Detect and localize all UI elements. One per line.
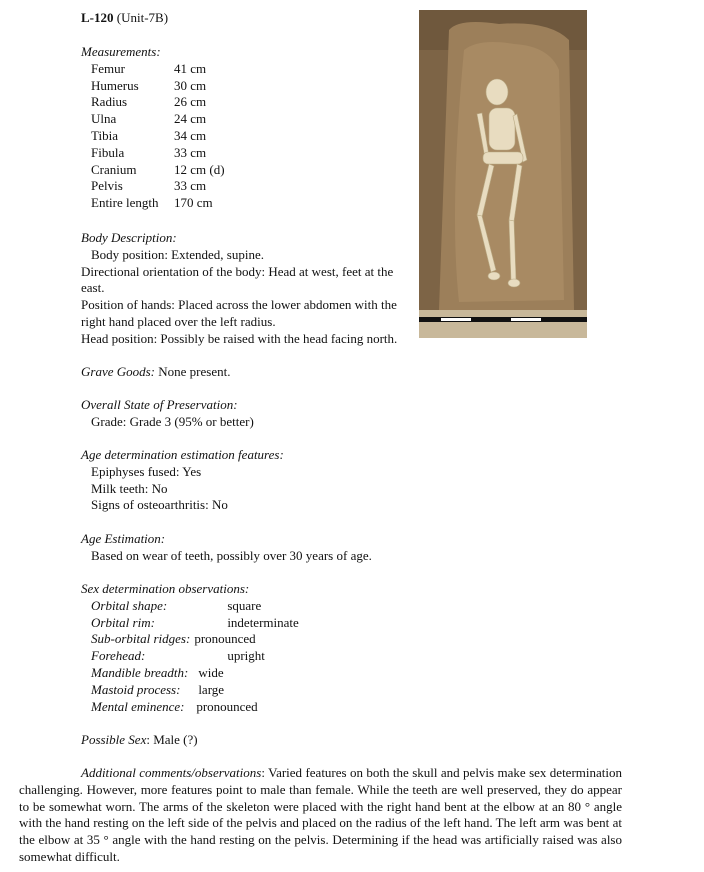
measurement-name: Humerus xyxy=(91,77,139,93)
sex-key: Forehead: xyxy=(91,648,146,664)
age-features-section xyxy=(81,447,284,514)
age-feature-item: Epiphyses fused: Yes xyxy=(91,463,202,479)
measurement-value: 170 cm xyxy=(174,195,213,211)
sex-row xyxy=(91,699,299,716)
measurement-name: Tibia xyxy=(91,127,118,143)
measurement-row xyxy=(91,178,225,195)
sex-key: Orbital rim: xyxy=(91,614,155,630)
measurement-value: 34 cm xyxy=(174,127,207,143)
measurement-name: Fibula xyxy=(91,144,125,160)
measurement-row xyxy=(91,78,225,95)
sex-row xyxy=(91,648,299,665)
sex-value: indeterminate xyxy=(227,614,299,630)
measurement-row xyxy=(91,61,225,78)
sex-value: pronounced xyxy=(196,698,258,714)
measurement-name: Cranium xyxy=(91,161,137,177)
grave-goods-value: None present. xyxy=(155,364,231,379)
preservation-grade: Grade: Grade 3 (95% or better) xyxy=(91,413,254,429)
head-position: Head position: Possibly be raised with the head facing north. xyxy=(81,330,398,346)
burial-photo-svg xyxy=(419,10,587,338)
measurements-table xyxy=(91,61,225,212)
measurements-section xyxy=(81,44,225,212)
age-estimation-section xyxy=(81,531,372,565)
record-code: L-120 xyxy=(81,10,114,25)
age-feature-item: Signs of osteoarthritis: No xyxy=(91,497,228,513)
measurement-value: 26 cm xyxy=(174,94,207,110)
measurement-name: Ulna xyxy=(91,111,117,127)
measurement-name: Entire length xyxy=(91,195,159,211)
measurement-value: 12 cm (d) xyxy=(174,161,225,177)
sex-observations-section xyxy=(81,581,299,715)
comments-paragraph xyxy=(19,765,622,866)
sex-value: square xyxy=(227,597,262,613)
measurement-name: Radius xyxy=(91,94,128,110)
sex-observations-table xyxy=(91,598,299,716)
measurement-value: 33 cm xyxy=(174,178,207,194)
measurement-row xyxy=(91,145,225,162)
measurement-value: 30 cm xyxy=(174,77,207,93)
measurement-row xyxy=(91,94,225,111)
measurement-row xyxy=(91,111,225,128)
measurement-name: Femur xyxy=(91,60,125,76)
age-estimation-value: Based on wear of teeth, possibly over 30 years of age. xyxy=(91,547,372,563)
body-orientation: Directional orientation of the body: Head at west, feet at the east. xyxy=(81,263,394,296)
grave-goods-section xyxy=(81,364,230,381)
measurement-value: 24 cm xyxy=(174,111,207,127)
age-features-label: Age determination estimation features: xyxy=(81,447,284,462)
sex-value: upright xyxy=(227,648,265,664)
measurements-label: Measurements: xyxy=(81,44,161,59)
possible-sex-label: Possible Sex xyxy=(81,732,147,747)
measurement-row xyxy=(91,128,225,145)
record-title xyxy=(81,10,168,27)
measurement-name: Pelvis xyxy=(91,178,123,194)
sex-row xyxy=(91,615,299,632)
measurement-row xyxy=(91,162,225,179)
sex-row xyxy=(91,682,299,699)
comments-text: : Varied features on both the skull and pelvis make sex determination challenging. However, more features point to male than female. While the teeth are well preserved, they do appear to be somewhat worn. The arms of the skeleton were placed with the right hand bent at the elbow at an 80 ° angle with the hand resting on the left side of the pelvis and placed on the radius of the left hand. The left arm was bent at the elbow at 35 ° angle with the hand resting on the pelvis. Determining if the head was artificially raised was also somewhat difficult. xyxy=(19,765,622,864)
sex-key: Orbital shape: xyxy=(91,597,168,613)
sex-key: Sub-orbital ridges: xyxy=(91,631,191,647)
possible-sex-value: : Male (?) xyxy=(146,732,198,747)
sex-observations-label: Sex determination observations: xyxy=(81,581,250,596)
preservation-label: Overall State of Preservation: xyxy=(81,397,238,412)
body-description-label: Body Description: xyxy=(81,230,177,245)
sex-row xyxy=(91,598,299,615)
measurement-row xyxy=(91,195,225,212)
sex-value: pronounced xyxy=(194,631,256,647)
comments-label: Additional comments/observations xyxy=(81,765,262,780)
possible-sex-section xyxy=(81,732,198,749)
preservation-section xyxy=(81,397,254,431)
age-estimation-label: Age Estimation: xyxy=(81,531,166,546)
sex-value: wide xyxy=(198,664,224,680)
sex-key: Mandible breadth: xyxy=(91,664,189,680)
sex-key: Mental eminence: xyxy=(91,698,185,714)
sex-row xyxy=(91,665,299,682)
hands-position: Position of hands: Placed across the lower abdomen with the right hand placed over the left radius. xyxy=(81,297,397,329)
sex-key: Mastoid process: xyxy=(91,681,181,697)
body-position: Body position: Extended, supine. xyxy=(91,246,264,262)
measurement-value: 41 cm xyxy=(174,60,207,76)
burial-skeleton-photo xyxy=(419,10,587,338)
age-feature-item: Milk teeth: No xyxy=(91,480,168,496)
grave-goods-label: Grave Goods: xyxy=(81,364,156,379)
sex-row xyxy=(91,631,299,648)
body-description-section xyxy=(81,230,411,348)
sex-value: large xyxy=(198,681,225,697)
record-unit: (Unit-7B) xyxy=(113,10,169,25)
measurement-value: 33 cm xyxy=(174,144,207,160)
